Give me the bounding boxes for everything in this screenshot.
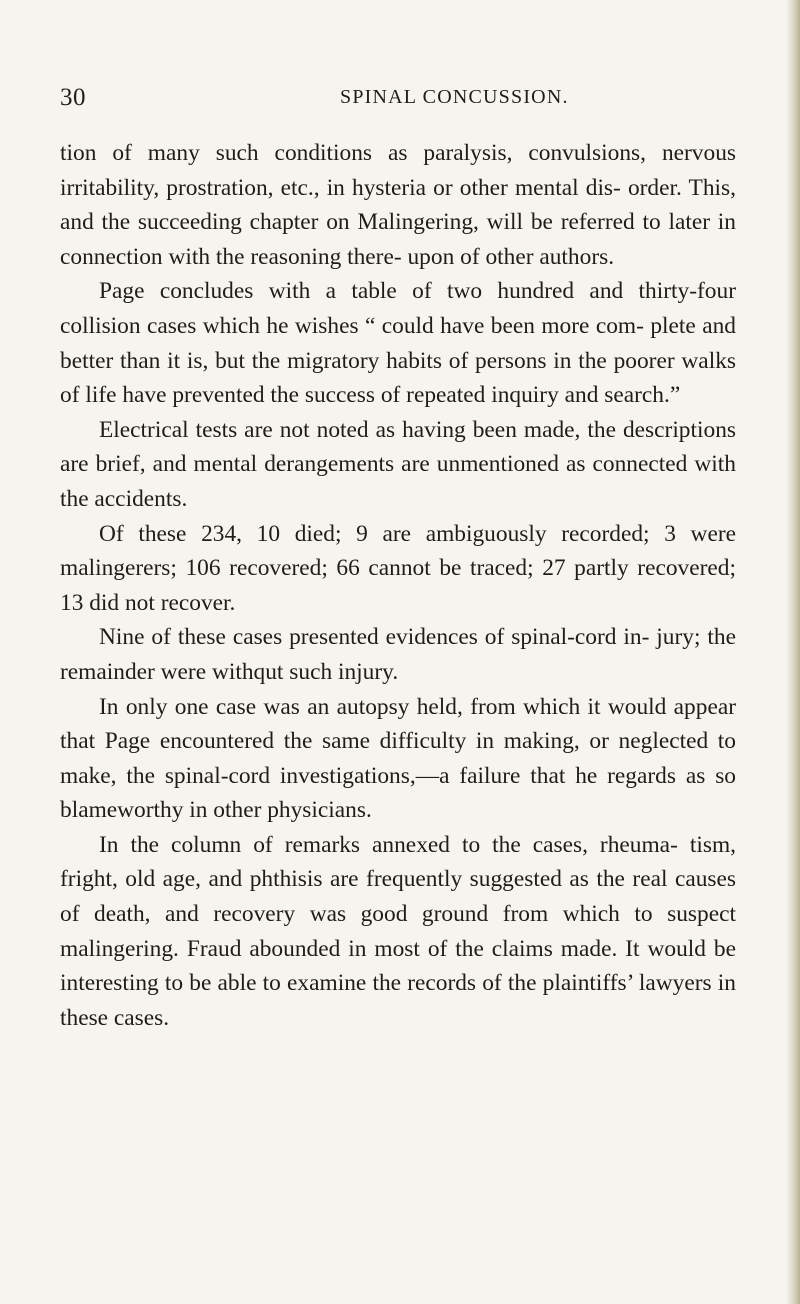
paragraph-continuation: tion of many such conditions as paralysis, convulsions, nervous irritability, prostration, etc., in hysteria or other mental dis- order. This, and the succeeding chapter on Malingering, will be referred to later in connection with the reasoning there- upon of other authors. [60, 140, 736, 270]
paragraph-spinal-injury: Nine of these cases presented evidences of spinal-cord in- jury; the remainder were withqut such injury. [60, 624, 736, 685]
page-edge-shadow [786, 0, 800, 1304]
paragraph-remarks: In the column of remarks annexed to the cases, rheuma- tism, fright, old age, and phthisis are frequently suggested as the real causes of death, and recovery was good ground from which to suspect malingering. Fraud abounded in most of the claims made. It would be interesting to be able to examine the records of the plaintiffs’ lawyers in these cases. [60, 831, 736, 1031]
paragraph-page-table: Page concludes with a table of two hundred and thirty-four collision cases which he wishes “ could have been more com- plete and better than it is, but the migratory habits of persons in the poorer walks of life have prevented the success of repeated inquiry and search.” [60, 278, 736, 409]
running-title: SPINAL CONCUSSION. [340, 86, 569, 108]
page-header [60, 84, 740, 120]
paragraph-electrical-tests: Electrical tests are not noted as having been made, the descriptions are brief, and mental derangements are unmentioned as connected with the accidents. [60, 416, 736, 512]
body-text [60, 136, 736, 1035]
page-number: 30 [60, 84, 86, 111]
paragraph-case-outcomes: Of these 234, 10 died; 9 are ambiguously recorded; 3 were malingerers; 106 recovered; 66 cannot be traced; 27 partly recovered; 13 did not recover. [60, 520, 736, 616]
paragraph-autopsy: In only one case was an autopsy held, from which it would appear that Page encountered the same difficulty in making, or neglected to make, the spinal-cord investigations,—a failure that he regards as so blameworthy in other physicians. [60, 693, 736, 824]
